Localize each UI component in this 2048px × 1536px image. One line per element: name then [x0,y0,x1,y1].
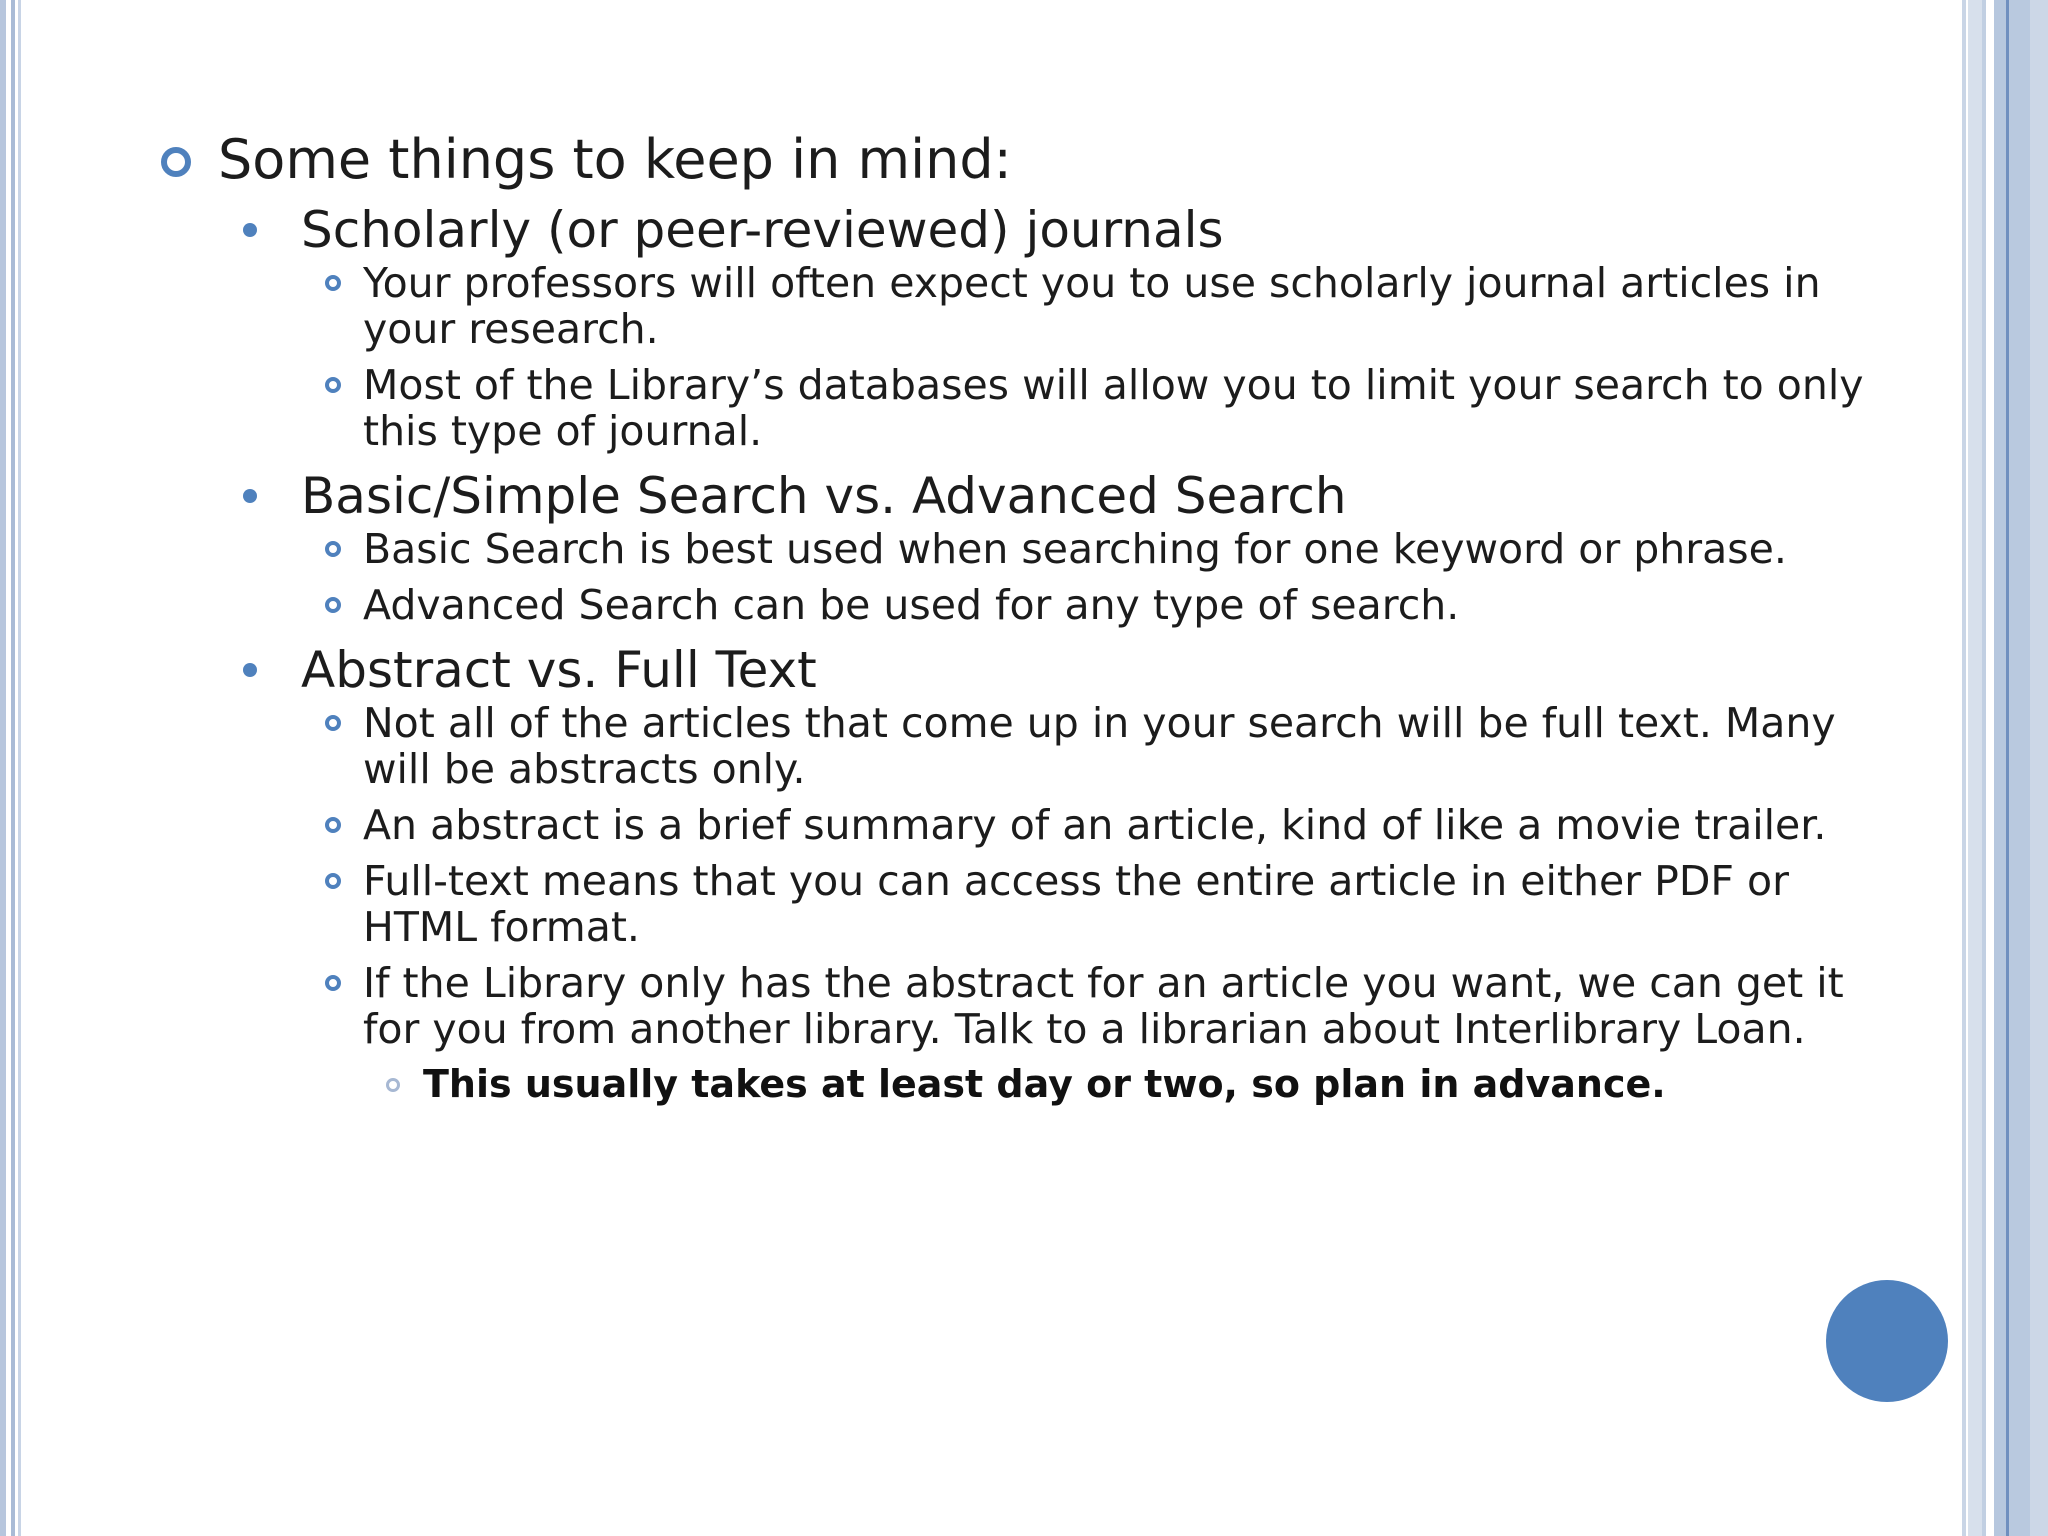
left-border-bar [11,0,15,1536]
bullet-level-1 [155,120,1795,200]
bullet-text: Some things to keep in mind: [218,128,1012,191]
hollow-circle-bullet-icon [325,377,341,393]
bullet-text: Scholarly (or peer-reviewed) journals [301,201,1224,259]
hollow-circle-bullet-icon [325,275,341,291]
right-border-bar [1986,0,1994,1536]
bullet-level-3 [155,582,1903,628]
right-border-bar [1994,0,2006,1536]
slide-content [155,120,1864,1108]
decorative-circle [1826,1280,1948,1402]
hollow-circle-bullet-icon [325,541,341,557]
hollow-circle-bullet-icon [325,597,341,613]
hollow-circle-bullet-icon [325,817,341,833]
hollow-circle-bullet-icon [386,1078,400,1092]
bullet-level-2 [155,200,1795,260]
bullet-level-3 [155,362,1903,454]
bullet-text: Abstract vs. Full Text [301,641,817,699]
right-border-bar [1962,0,1966,1536]
bullet-text: Basic Search is best used when searching for one keyword or phrase. [363,525,1787,573]
bullet-text: Full-text means that you can access the entire article in either PDF or HTML format. [363,857,1789,951]
bullet-text: Most of the Library’s databases will allow you to limit your search to only this type of journal. [363,361,1864,455]
bullet-level-4 [155,1060,1795,1108]
right-border-bar [2009,0,2030,1536]
bullet-text: Basic/Simple Search vs. Advanced Search [301,467,1347,525]
filled-circle-bullet-icon [243,223,257,237]
bullet-level-3 [155,260,1903,352]
bullet-level-2 [155,466,1795,526]
left-border-bar [18,0,21,1536]
right-border-bar [1968,0,1982,1536]
hollow-circle-bullet-icon [325,975,341,991]
bullet-level-3 [155,858,1903,950]
bullet-level-2 [155,640,1795,700]
bullet-text: This usually takes at least day or two, so plan in advance. [423,1062,1666,1106]
left-border-bar [0,0,6,1536]
bullet-text: An abstract is a brief summary of an article, kind of like a movie trailer. [363,801,1827,849]
hollow-circle-bullet-icon [325,873,341,889]
bullet-level-3 [155,802,1903,848]
bullet-level-3 [155,960,1903,1052]
bullet-text: Advanced Search can be used for any type of search. [363,581,1460,629]
filled-circle-bullet-icon [243,489,257,503]
filled-circle-bullet-icon [243,663,257,677]
bullet-text: Your professors will often expect you to use scholarly journal articles in your research. [363,259,1821,353]
bullet-level-3 [155,526,1903,572]
bullet-text: Not all of the articles that come up in your search will be full text. Many will be abstracts only. [363,699,1836,793]
bullet-level-3 [155,700,1903,792]
hollow-circle-bullet-icon [325,715,341,731]
right-border-bar [2030,0,2048,1536]
bullet-text: If the Library only has the abstract for an article you want, we can get it for you from another library. Talk to a librarian about Interlibrary Loan. [363,959,1844,1053]
hollow-circle-bullet-icon [161,147,191,177]
